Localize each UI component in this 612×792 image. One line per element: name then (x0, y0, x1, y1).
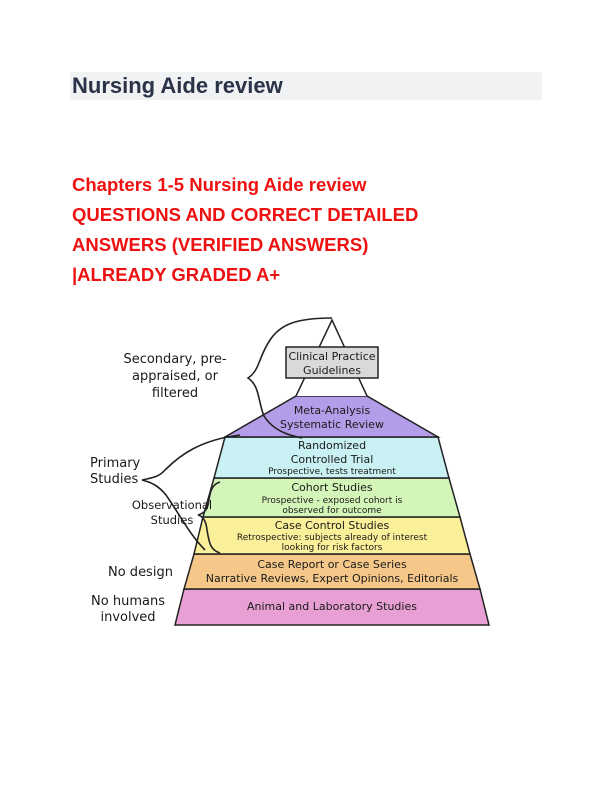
label-no-humans-line1: No humans (91, 594, 165, 609)
label-no-design: No design (108, 565, 173, 580)
tier-case-control-subtitle: Retrospective: subjects already of interest (236, 533, 428, 543)
tier-cohort-subtitle-line2: observed for outcome (282, 506, 382, 516)
tier-case-control-subtitle-line2: looking for risk factors (281, 543, 383, 553)
document-headline (72, 170, 542, 290)
headline-line-3: ANSWERS (VERIFIED ANSWERS) (72, 234, 369, 255)
tier-cohort-subtitle: Prospective - exposed cohort is (261, 496, 403, 506)
tier-meta-title-line2: Systematic Review (280, 418, 384, 431)
label-observational-line1: Observational (131, 498, 213, 512)
label-no-humans-line2: involved (100, 610, 156, 625)
tier-rct-subtitle: Prospective, tests treatment (268, 467, 396, 477)
headline-line-4: |ALREADY GRADED A+ (72, 264, 281, 285)
tier-rct-title: Randomized (297, 439, 367, 452)
tier-guidelines-title: Clinical Practice (288, 350, 376, 363)
label-secondary-line3: filtered (151, 386, 199, 401)
evidence-pyramid-figure (80, 310, 500, 640)
tier-cohort-title: Cohort Studies (291, 481, 373, 494)
tier-rct-title-line2: Controlled Trial (290, 453, 374, 466)
tier-case-control-title: Case Control Studies (274, 519, 390, 532)
tier-guidelines-title-line2: Guidelines (303, 364, 361, 377)
headline-line-1: Chapters 1-5 Nursing Aide review (72, 174, 367, 195)
document-title: Nursing Aide review (72, 73, 283, 98)
label-secondary-line1: Secondary, pre- (123, 352, 227, 367)
tier-meta-title: Meta-Analysis (293, 404, 371, 417)
label-observational-line2: Studies (150, 513, 194, 527)
headline-line-2: QUESTIONS AND CORRECT DETAILED (72, 204, 419, 225)
document-title-bar (70, 72, 542, 100)
label-primary-line1: Primary (90, 456, 141, 471)
label-primary-line2: Studies (90, 472, 139, 487)
tier-animal-lab-title: Animal and Laboratory Studies (247, 600, 417, 613)
evidence-pyramid (80, 310, 500, 640)
tier-case-report-title-line2: Narrative Reviews, Expert Opinions, Editorials (205, 572, 459, 585)
tier-case-report-title: Case Report or Case Series (257, 558, 407, 571)
label-secondary-line2: appraised, or (132, 369, 218, 384)
